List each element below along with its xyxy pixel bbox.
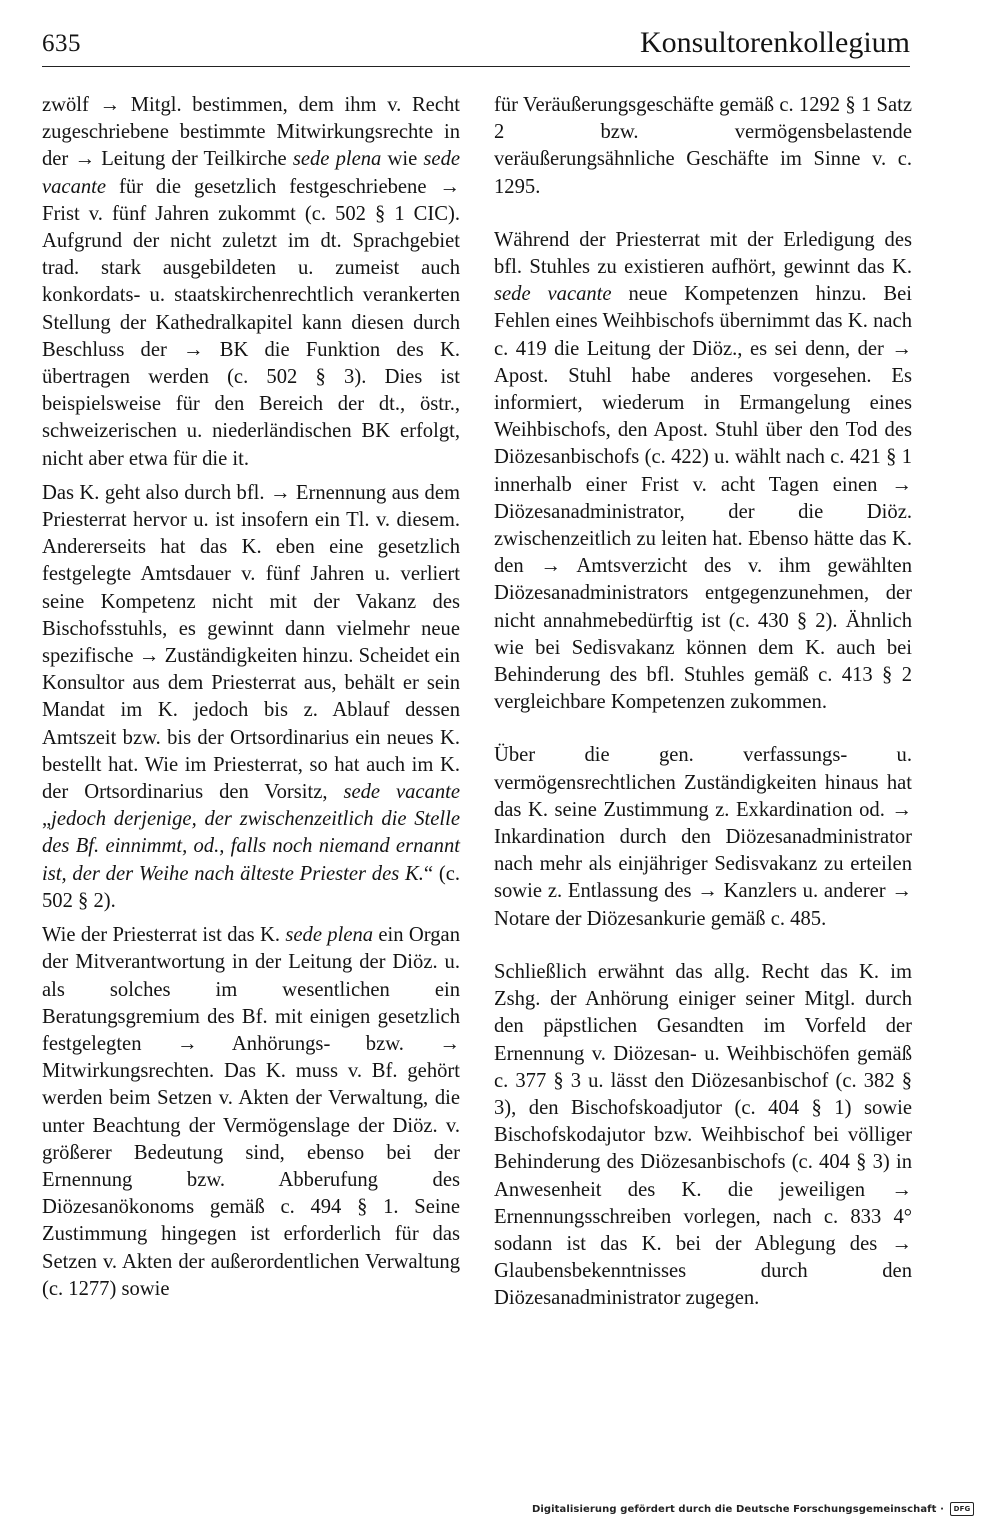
- paragraph: für Veräußerungsgeschäfte gemäß c. 1292 § 1 Satz 2 bzw. vermögensbelastende veräußerungsähnliche Geschäfte im Sinne v. c. 1295.: [494, 94, 912, 198]
- paragraph: zwölf → Mitgl. bestimmen, dem ihm v. Recht zugeschriebene bestimmte Mitwirkungsrechte in der → Leitung der Teilkirche sede plena wie sede vacante für die gesetzlich festgeschriebene → Frist v. fünf Jahren zukommt (c. 502 § 1 CIC). Aufgrund der nicht zuletzt im dt. Sprachgebiet trad. stark ausgebildeten u. zumeist auch konkordats- u. staatskirchenrechtlich verankerten Stellung der Kathedralkapitel kann diesen durch Beschluss der → BK die Funktion des K. übertragen werden (c. 502 § 3). Dies ist beispielsweise für den Bereich der dt., östr., schweizerischen u. niederländischen BK erfolgt, nicht aber etwa für die it.: [42, 94, 461, 470]
- paragraph: Schließlich erwähnt das allg. Recht das K. im Zshg. der Anhörung einiger seiner Mitgl. durch den päpstlichen Gesandten im Vorfeld der Ernennung v. Diözesan- u. Weihbischöfen gemäß c. 377 § 3 u. lässt den Diözesanbischof (c. 382 § 3), den Bischofskoadjutor (c. 404 § 1) sowie Bischofskodajutor bzw. Weihbischof bei völliger Behinderung des Diözesanbischofs (c. 404 § 3) in Anwesenheit des K. die jeweiligen → Ernennungsschreiben vorlegen, nach c. 833 4° sodann ist das K. bei der Ablegung des → Glaubensbekenntnisses durch den Diözesanadministrator zugegen.: [494, 960, 912, 1310]
- paragraph: Wie der Priesterrat ist das K. sede plena ein Organ der Mitverantwortung in der Leitung der Diöz. u. als solches im wesentlichen ein Beratungsgremium des Bf. mit einigen gesetzlich festgelegten → Anhörungs- bzw. → Mitwirkungsrechten. Das K. muss v. Bf. gehört werden beim Setzen v. Akten der Verwaltung, die unter Beachtung der Vermögenslage der Diöz. v. größerer Bedeutung sind, ebenso bei der Ernennung bzw. Abberufung des Diözesanökonoms gemäß c. 494 § 1. Seine Zustimmung hingegen ist erforderlich für das Setzen v. Akten der außerordentlichen Verwaltung (c. 1277) sowie: [42, 924, 460, 1300]
- page-header: [42, 26, 910, 67]
- dfg-logo-icon: DFG: [950, 1502, 974, 1516]
- digitization-footer: [532, 1501, 974, 1517]
- running-head: Konsultorenkollegium: [640, 26, 910, 59]
- page-number: 635: [42, 30, 81, 57]
- paragraph: Über die gen. verfassungs- u. vermögensrechtlichen Zuständigkeiten hinaus hat das K. seine Zustimmung z. Exkardination od. → Inkardination durch den Diözesanadministrator nach mehr als einjähriger Sedisvakanz zu erteilen sowie z. Entlassung des → Kanzlers u. anderer → Notare der Diözesankurie gemäß c. 485.: [494, 744, 912, 930]
- paragraph: Das K. geht also durch bfl. → Ernennung aus dem Priesterrat hervor u. ist insofern ein Tl. v. diesem. Andererseits hat das K. eben eine gesetzlich festgelegte Amtsdauer v. fünf Jahren u. verliert seine Kompetenz nicht mit der Vakanz des Bischofsstuhls, es gewinnt dann vielmehr neue spezifische → Zuständigkeiten hinzu. Scheidet ein Konsultor aus dem Priesterrat aus, behält er sein Mandat im K. jedoch bis z. Ablauf dessen Amtszeit bzw. bis der Ortsordinarius ein neues K. bestellt hat. Wie im Priesterrat, so hat auch im K. der Ortsordinarius den Vorsitz, sede vacante „jedoch derjenige, der zwischenzeitlich die Stelle des Bf. einnimmt, od., falls noch niemand ernannt ist, der der Weihe nach älteste Priester des K.“ (c. 502 § 2).: [42, 481, 461, 912]
- footer-text: Digitalisierung gefördert durch die Deutsche Forschungsgemeinschaft ·: [531, 1503, 944, 1515]
- paragraph: Während der Priesterrat mit der Erledigung des bfl. Stuhles zu existieren aufhört, gewinnt das K. sede vacante neue Kompetenzen hinzu. Bei Fehlen eines Weihbischofs übernimmt das K. nach c. 419 die Leitung der Diöz., es sei denn, der → Apost. Stuhl habe anderes vorgesehen. Es informiert, wiederum in Ermangelung eines Weihbischofs, den Apost. Stuhl über den Tod des Diözesanbischofs (c. 422) u. wählt nach c. 421 § 1 innerhalb einer Frist v. acht Tagen einen → Diözesanadministrator, der die Diöz. zwischenzeitlich zu leiten hat. Ebenso hätte das K. den → Amtsverzicht des v. ihm gewählten Diözesanadministrators entgegenzunehmen, der nicht annahmebedürftig ist (c. 430 § 2). Ähnlich wie bei Sedisvakanz können dem K. auch bei Behinderung des bfl. Stuhles gemäß c. 413 § 2 vergleichbare Kompetenzen zukommen.: [494, 228, 912, 714]
- left-column: [42, 92, 460, 1303]
- right-column: [494, 92, 912, 1313]
